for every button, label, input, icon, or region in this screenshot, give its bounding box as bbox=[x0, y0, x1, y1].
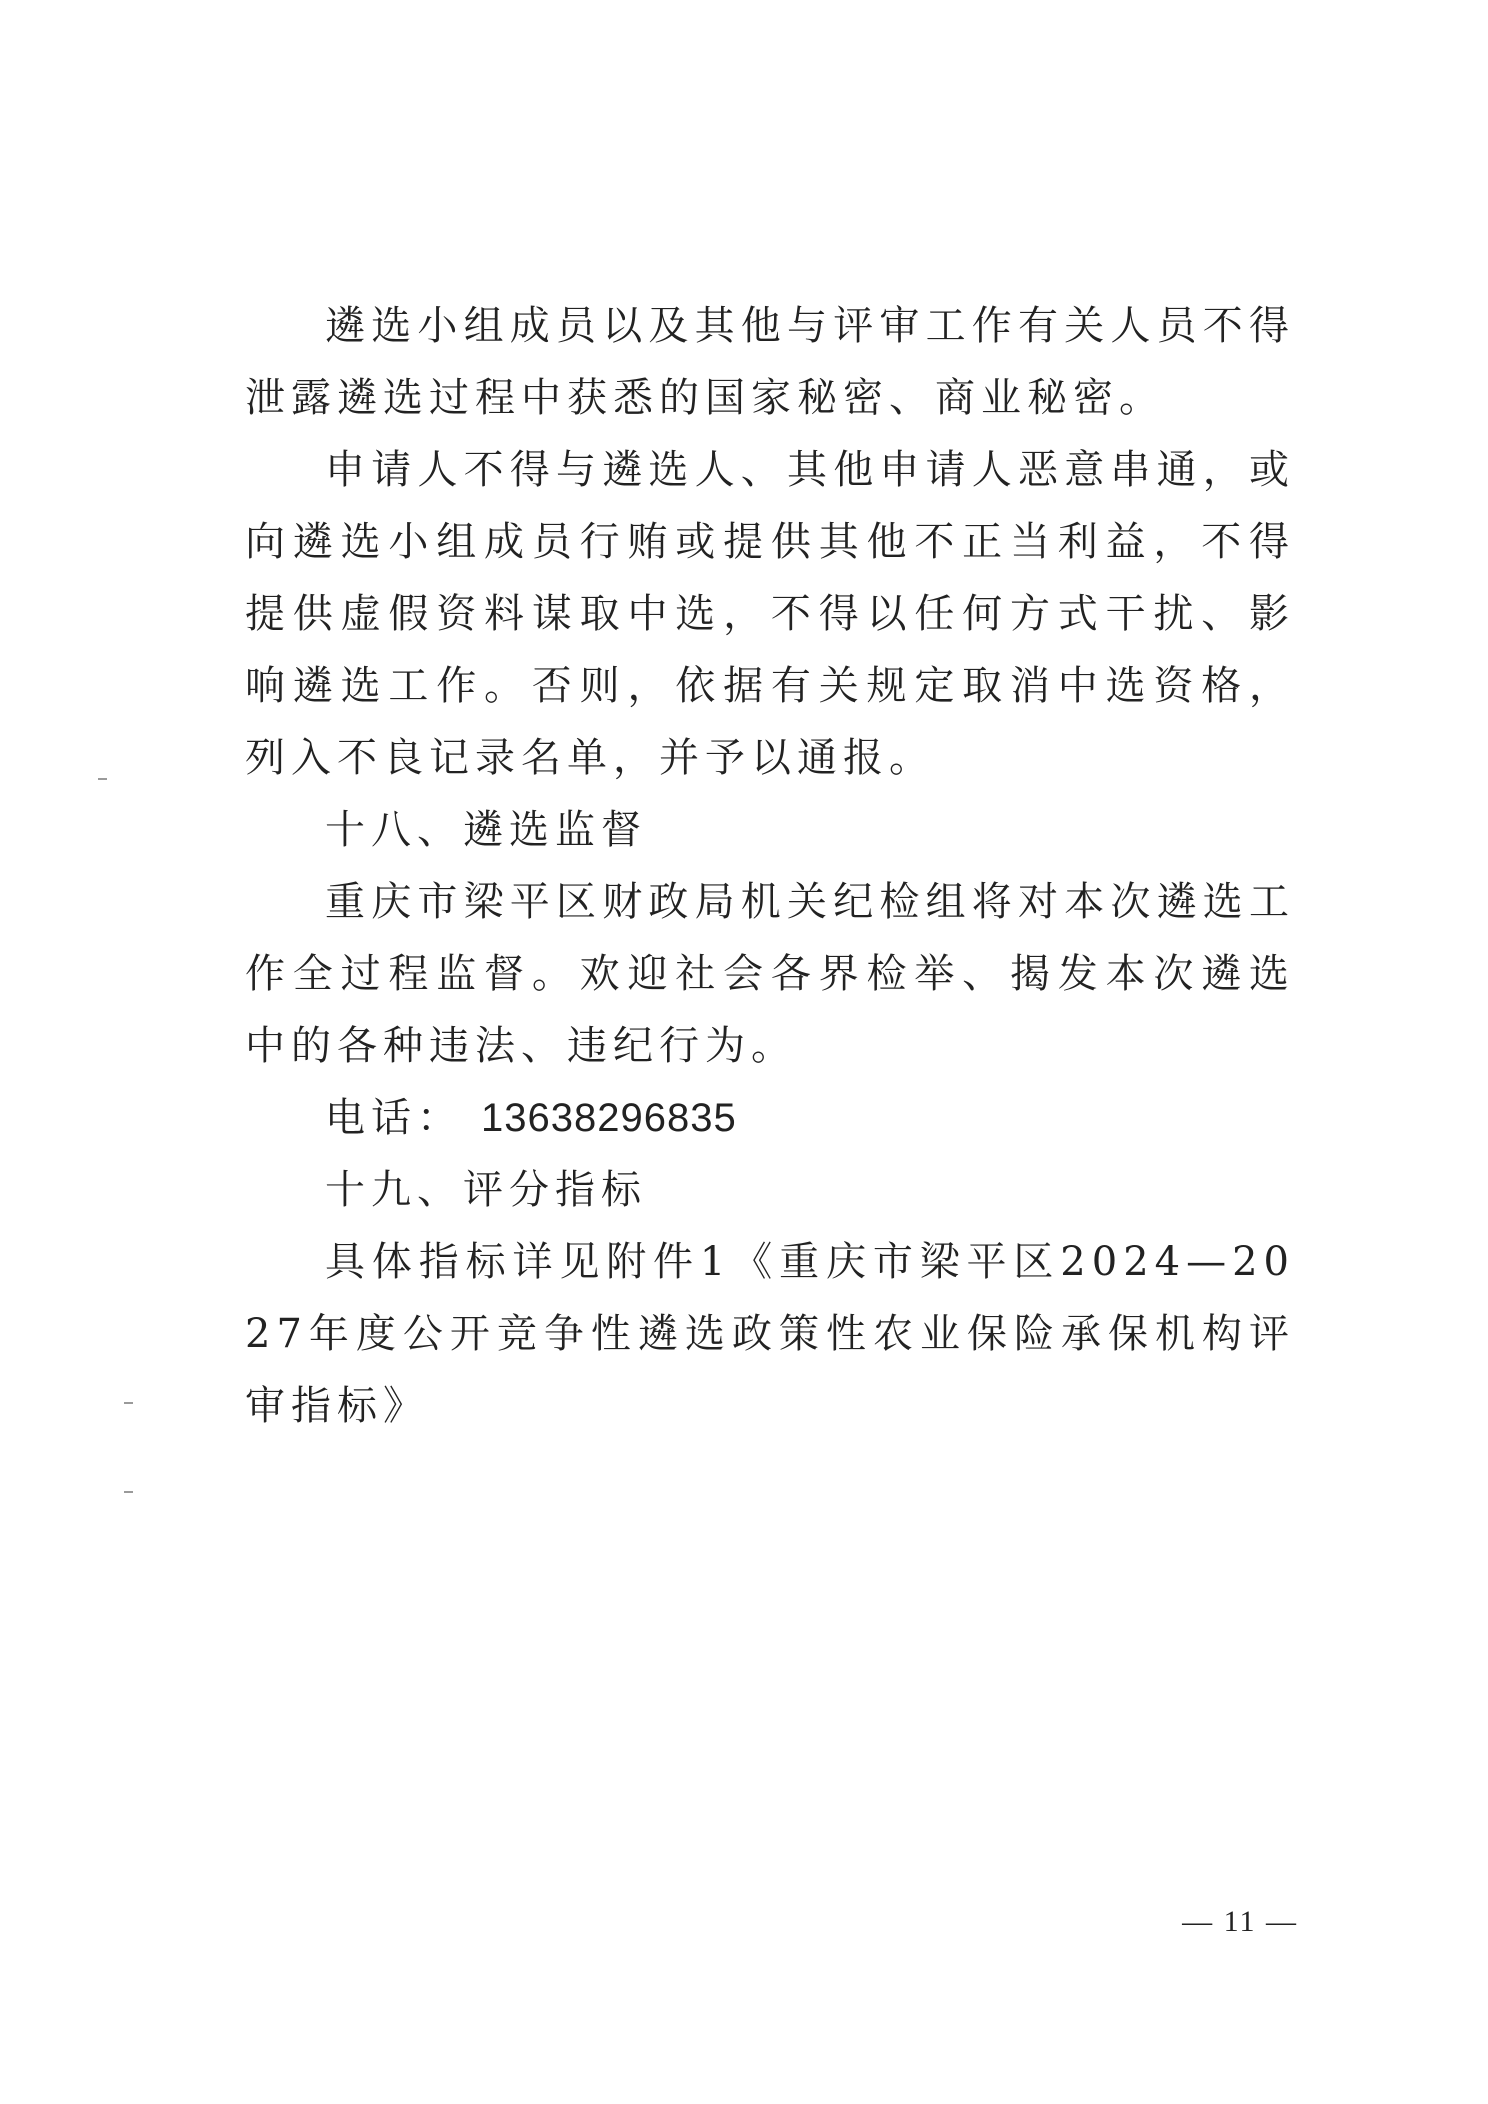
paragraph-scoring: 具体指标详见附件1《重庆市梁平区2024—2027年度公开竞争性遴选政策性农业保险承保机构评审指标》 bbox=[245, 1239, 1295, 1429]
document-body bbox=[245, 290, 1295, 1442]
section-heading-scoring: 十九、评分指标 bbox=[325, 1167, 647, 1213]
section-heading-supervision: 十八、遴选监督 bbox=[325, 807, 647, 853]
scan-artifact-mark bbox=[98, 778, 107, 780]
scan-artifact-mark bbox=[124, 1491, 133, 1493]
paragraph-supervision: 重庆市梁平区财政局机关纪检组将对本次遴选工作全过程监督。欢迎社会各界检举、揭发本次遴选中的各种违法、违纪行为。 bbox=[245, 879, 1295, 1069]
paragraph-confidentiality: 遴选小组成员以及其他与评审工作有关人员不得泄露遴选过程中获悉的国家秘密、商业秘密。 bbox=[245, 303, 1295, 421]
phone-label: 电话： bbox=[325, 1095, 463, 1141]
paragraph-applicant-rules: 申请人不得与遴选人、其他申请人恶意串通，或向遴选小组成员行贿或提供其他不正当利益，不得提供虚假资料谋取中选，不得以任何方式干扰、影响遴选工作。否则，依据有关规定取消中选资格，列入不良记录名单，并予以通报。 bbox=[245, 447, 1295, 781]
phone-number: 13638296835 bbox=[481, 1096, 737, 1140]
contact-phone-line bbox=[245, 1082, 1295, 1154]
page-number: — 11 — bbox=[1182, 1905, 1298, 1938]
scan-artifact-mark bbox=[124, 1402, 133, 1404]
